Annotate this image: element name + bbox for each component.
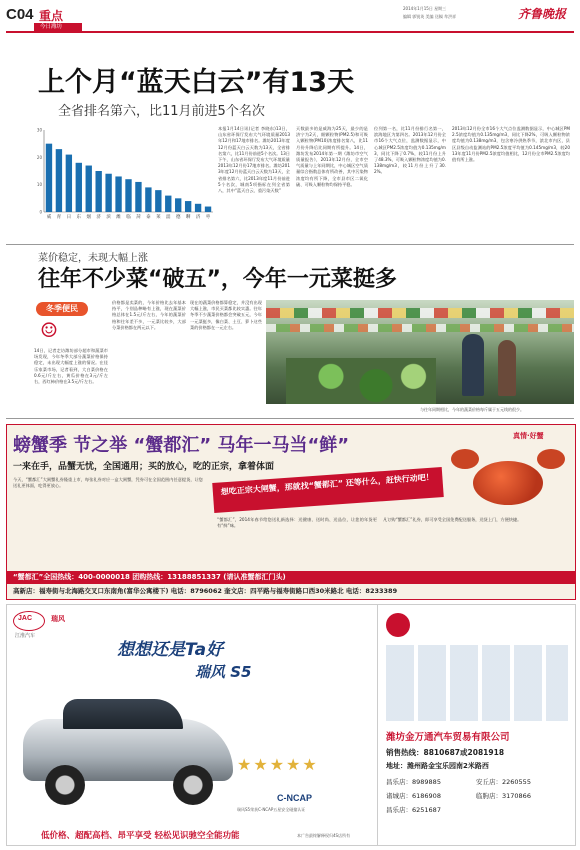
market-photo [266, 300, 574, 404]
x-tick-label: 威 [46, 215, 52, 220]
bar [76, 163, 82, 212]
y-tick-label: 10 [36, 182, 42, 188]
story1-col2: 天数最多的是威海为25天，最少的是济宁为2天，细颗粒物(PM2.5)和可吸入颗粒物(PM10)浓度排名第八，比11月份升降后比同期有所提升。14日，潍坊发布2014年第一期《潍坊市空气质量报告》，2013年12月份，全市空气质量与上年同期比，中心城区空气质量综合指数总体有所改善，其中污染物浓度均有所下降，全市县市区二氧化硫、可吸入颗粒物均保持平稳。 [296, 126, 368, 187]
jac-fine-print: 本广告最终解释权归4S店所有 [297, 833, 351, 838]
dealer-feature-icons [386, 645, 568, 721]
story2-headline: 往年不少菜“破五”，今年一元菜挺多 [38, 267, 397, 292]
crab-subline: 一来在手，品蟹无忧，全国通用；买的放心，吃的正宗，拿着体面 [13, 462, 275, 472]
divider-2 [6, 418, 574, 419]
bar [155, 190, 161, 212]
car-window [63, 699, 183, 729]
crab-hotline: “蟹都汇”全国热线：400-0000018 团购热线：13188851337 (请认准蟹都汇门头) [13, 573, 286, 581]
x-tick-label: 德 [175, 215, 181, 220]
crab-text-mid: “蟹都汇”，2014年春节给您送礼新选择：送健康、送时尚、送品位，让您的年货更有“鲜”味。 [217, 517, 377, 529]
bar-chart [32, 126, 215, 226]
x-tick-label: 东 [76, 215, 82, 220]
car-wheel-rear [173, 765, 213, 805]
x-tick-label: 济 [195, 215, 201, 220]
dealer-badge-icon [386, 613, 410, 637]
y-tick-label: 30 [36, 127, 42, 133]
dealer-hotline: 销售热线：8810687或2081918 [386, 748, 505, 757]
x-tick-label: 菏 [136, 215, 141, 220]
jac-bottom-slogan: 低价格、超配高档、昂平享受 轻松见识驰空全能功能 [41, 831, 240, 841]
ncap-note: 瑞风S5荣获C-NCAP五星安全碰撞认证 [237, 807, 306, 812]
crab-stores: 高新店：福寿街与北海路交叉口东南角(富华公寓楼下) 电话：8796062 奎文店：四平路与福寿街路口西30米路北 电话：8233389 [13, 587, 398, 595]
story1-subhead: 全省排名第六，比11月前进5个名次 [58, 104, 265, 119]
masthead: 齐鲁晚报 [518, 7, 567, 21]
section-name: 重点 [39, 9, 64, 23]
dealer-store-2: 安丘店：2260555 [476, 778, 531, 786]
crab-claw-right [537, 449, 565, 469]
editors-line: 编辑 郭锐英 美编 送稿 牟洪祥 [403, 14, 457, 19]
crab-text-right: 凡订购“蟹都汇”礼券，即可享受全国免费配送服务，送货上门，方便快捷。 [383, 517, 522, 522]
car-image [23, 691, 233, 811]
story2-col2: 价格都是卖菜的，今年价格比去年基本持平，个别品种略有上涨，现在蔬菜价格总体在1.5元/斤左右，今年的蔬菜价格和往年差不多，一元菜比较多，大部分菜价格都在两元以下。 [112, 300, 186, 330]
ncap-label: C-NCAP [277, 793, 312, 803]
crab-badge: 真情·好蟹 [513, 432, 544, 440]
x-tick-label: 枣 [205, 215, 211, 220]
section-number: C04 [6, 6, 34, 23]
story2-col1: 14日，记者走访潍坊部分超市和蔬菜市场发现，今年冬季大部分蔬菜价格保持稳定，未出现大幅度上涨的情况。在佳乐家菜市场，记者看到，大白菜价格在0.6元/斤左右，黄瓜价格在3元/斤左右，西红柿价格在3.5元/斤左右。 [34, 348, 108, 385]
crab-claw-left [451, 449, 479, 469]
story2-col3: 现在的蔬菜价格都算稳定，并没有出现大幅上涨，市民买菜都比较实惠。往年冬季不少蔬菜价格都会突破五元，今年一元菜挺多，像白菜、土豆、萝卜这些菜的价格都在一元左右。 [190, 300, 262, 330]
story1-headline: 上个月“蓝天白云”有13天 [38, 67, 355, 98]
car-wheel-front [45, 765, 85, 805]
section-sub: 今日潍坊 [40, 24, 63, 30]
x-tick-label: 淄 [166, 215, 171, 220]
model-logo: 瑞风 [51, 615, 65, 623]
dealer-store-3: 诸城店：6186908 [386, 792, 441, 800]
story1-col4: 2013年12月份全市16个大气点位监测数据显示，中心城区PM2.5浓度均值为0.135mg/m3，同比下降2%，可吸入颗粒物浓度均值为0.138mg/m3，包含寒冷供热季节，滨北市内区，县区县级自动监测站的PM2.5浓度平均值为0.145mg/m3，较2013年度11月份PM2.5浓度均值相比，12月份全市PM2.5浓度均值有所上涨。 [452, 126, 570, 163]
header-rule [6, 31, 574, 33]
bar [115, 176, 121, 212]
jac-slogan: 想想还是Ta好 [117, 640, 224, 660]
x-tick-label: 临 [126, 215, 131, 220]
bar [135, 182, 141, 212]
x-tick-label: 济 [96, 215, 101, 220]
story1-col3: 位列第一名，比11月份排行名第一，滨海地区为第四名。2013年12月份全市16个大气点位，监测数据显示，中心城区PM2.5浓度均值为0.135mg/m3，同比下降了0.7%，较11月份上升了48.3%，可吸入颗粒物浓度均值为0.138mg/m3，较11月份上升了30.2%。 [374, 126, 446, 175]
divider-1 [6, 244, 574, 245]
photo-shopper [462, 334, 484, 396]
bar [125, 179, 131, 212]
bar [66, 155, 72, 212]
photo-caption: 与往年同期相比，今年的蔬菜价格每斤属于五元线的很少。 [420, 407, 524, 412]
y-tick-label: 0 [39, 209, 42, 215]
x-tick-label: 聊 [185, 215, 191, 220]
x-tick-label: 泰 [146, 215, 151, 220]
logo-hand-icon: ☺ [40, 318, 58, 342]
crab-red-slogan: 想吃正宗大闸蟹，那就找“蟹都汇” 还等什么，赶快行动吧！ [212, 467, 444, 513]
jac-ad [6, 604, 576, 846]
section-block [6, 4, 76, 30]
logo-banner: 冬季便民 [36, 302, 88, 316]
dealer-store-1: 昌乐店：8989885 [386, 778, 441, 786]
crab-ad [6, 424, 576, 600]
bar [165, 196, 171, 212]
x-tick-label: 烟 [86, 215, 91, 220]
bar [86, 166, 92, 212]
story2-kicker: 菜价稳定，未现大幅上涨 [38, 253, 148, 264]
bar [95, 171, 101, 212]
dealer-address: 地址：潍州路金宝乐园南2米路西 [386, 762, 489, 770]
crab-banner: 螃蟹季 节之举 “蟹都汇” 马年一马当“鲜” [13, 435, 350, 456]
bar [205, 207, 211, 212]
bar [185, 201, 191, 212]
bar [145, 187, 151, 212]
jac-brand: 瑞风 S5 [195, 663, 252, 681]
crab-text-left: 今天，“蟹都汇”大闸蟹礼券隆重上市，每张礼券对应一盒大闸蟹，凭券可在全国范围内任意提货，让您送礼更体面，吃得更放心。 [13, 477, 203, 489]
bar-chart-svg [32, 126, 215, 226]
dealer-name: 潍坊金万通汽车贸易有限公司 [386, 732, 510, 743]
bar [175, 198, 181, 212]
jac-sub: 江淮汽车 [15, 633, 36, 639]
dealer-box [377, 605, 576, 845]
bar [46, 144, 52, 212]
story1-col1: 本报1月14日讯(记者 李晓东)13日，山东省环保厅发布大气环境质量2013年12月和17地市排名。潍坊2013年度12月份蓝天白云天数为13天，全省排名第六，比11月份前进5个名次。13日下午，山东省环保厅发布大气环境质量2013年12月份17地市排名。潍坊2013年度12月份蓝天白云天数为13天，全省排名第六，比2013年度11月份前进5个名次，城南5项指标在列全省第八，其中“蓝天白云、重污染天数” [218, 126, 290, 194]
ncap-stars: ★★★★★ [237, 755, 319, 774]
bar [195, 204, 201, 212]
x-tick-label: 潍 [116, 215, 121, 220]
crab-picture [447, 441, 569, 515]
photo-veg-pile [286, 358, 436, 404]
photo-shelf-2 [266, 324, 574, 332]
x-tick-label: 莱 [156, 215, 161, 220]
bianmin-logo [34, 300, 92, 344]
x-tick-label: 滨 [106, 215, 111, 220]
bar [105, 174, 111, 212]
photo-shelf [266, 308, 574, 318]
jac-logo-text: JAC [18, 615, 33, 622]
crab-body [473, 461, 543, 505]
y-tick-label: 20 [36, 154, 42, 160]
dealer-store-5: 昌乐店：6251687 [386, 806, 441, 814]
x-tick-label: 日 [66, 215, 72, 220]
dealer-store-4: 临朐店：3170866 [476, 792, 531, 800]
photo-shopper-2 [498, 340, 516, 396]
date-line: 2014年1月15日 星期三 [403, 6, 447, 11]
x-tick-label: 青 [56, 215, 62, 220]
bar [56, 149, 62, 212]
